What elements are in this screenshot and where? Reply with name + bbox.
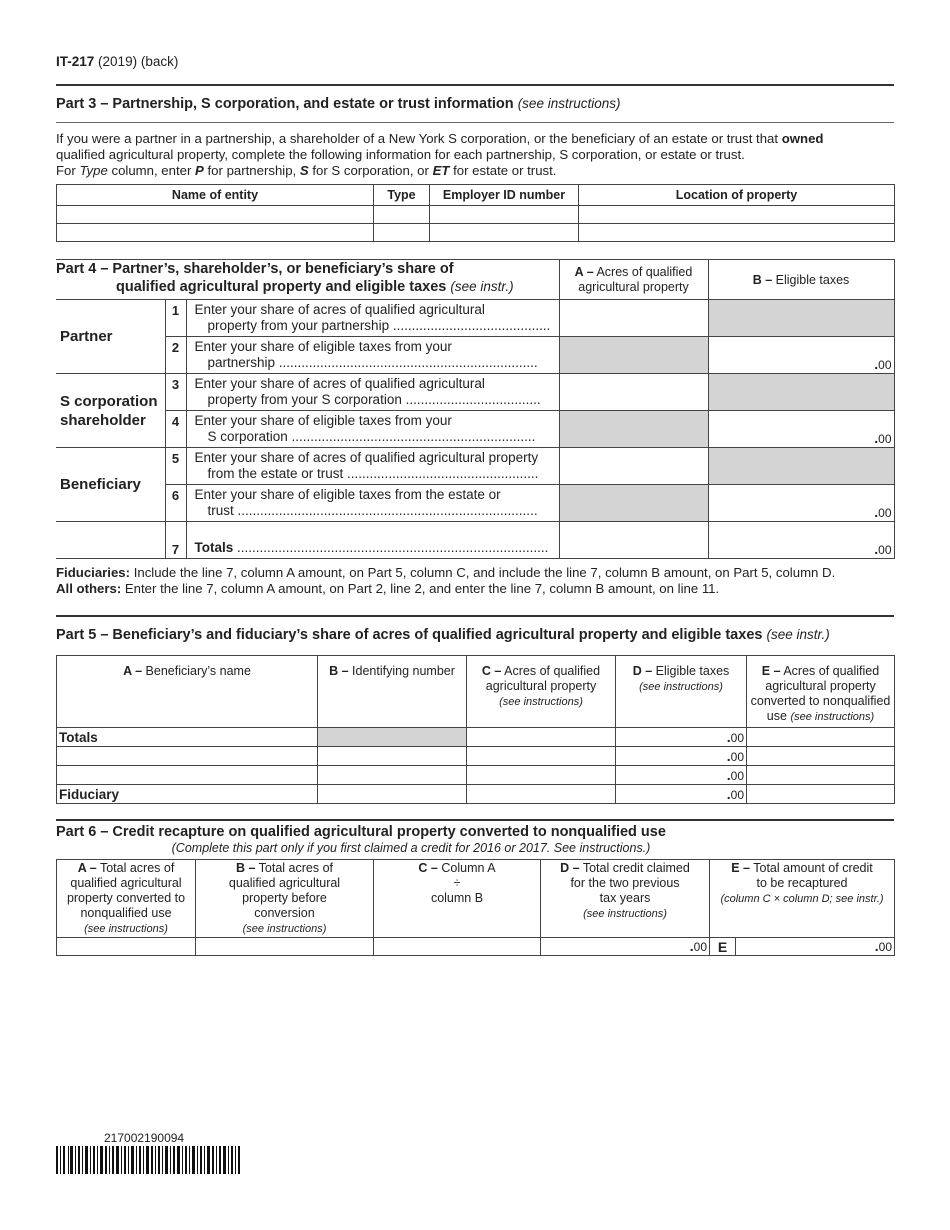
col-a-header: A – Acres of qualified agricultural property: [559, 260, 708, 300]
part6-title: Part 6 – Credit recapture on qualified agricultural property converted to nonqualified use: [56, 824, 666, 840]
line-1-description: Enter your share of acres of qualified agricultural property from your partnership ..........................................: [186, 300, 559, 337]
part6-table: [56, 859, 895, 956]
beneficiary-col-e-input[interactable]: [747, 766, 895, 785]
line-number: 2: [165, 337, 186, 374]
beneficiary-id-field[interactable]: [318, 747, 467, 766]
line-4-col-b-input[interactable]: .00: [708, 411, 894, 448]
part3-intro: If you were a partner in a partnership, a shareholder of a New York S corporation, or the beneficiary of an estate or trust that owned qualified agricultural property, complete the following information for each partnership, S corporation, or estate or trust. For Type column, enter P for partnership, S for S corporation, or ET for estate or trust.: [56, 131, 824, 178]
part6-col-a-input[interactable]: [57, 938, 196, 956]
col-name-of-entity: Name of entity: [57, 185, 374, 206]
line-2-col-b-input[interactable]: .00: [708, 337, 894, 374]
totals-col-d-input[interactable]: .00: [616, 728, 747, 747]
part3-title: Part 3 – Partnership, S corporation, and estate or trust information (see instructions): [56, 96, 621, 112]
part4-notes: Fiduciaries: Include the line 7, column A amount, on Part 5, column C, and include the line 7, column B amount, on Part 5, column D. All others: Enter the line 7, column A amount, on Part 2, line 2, and enter the line 7, column B amount, on line 11.: [56, 565, 836, 596]
line-number: 5: [165, 448, 186, 485]
beneficiary-id-field[interactable]: [318, 766, 467, 785]
fiduciary-col-d-input[interactable]: .00: [616, 785, 747, 804]
entity-location-field[interactable]: [579, 224, 895, 242]
totals-blank: [56, 522, 165, 559]
divider: [56, 615, 894, 617]
fiduciary-id-field[interactable]: [318, 785, 467, 804]
barcode-icon: [56, 1146, 240, 1174]
col-b-header: B – Total acres of qualified agricultural property before conversion (see instructions): [196, 860, 374, 938]
part3-entity-table: [56, 184, 895, 242]
line-5-col-b-shaded: [708, 448, 894, 485]
part4-title: Part 4 – Partner’s, shareholder’s, or beneficiary’s share of qualified agricultural property and eligible taxes (see instr.): [56, 260, 559, 300]
divider: [56, 122, 894, 123]
line-number: 4: [165, 411, 186, 448]
line-4-col-a-shaded: [559, 411, 708, 448]
line-6-col-b-input[interactable]: .00: [708, 485, 894, 522]
entity-ein-field[interactable]: [430, 206, 579, 224]
line-5-description: Enter your share of acres of qualified agricultural property from the estate or trust ...................................................: [186, 448, 559, 485]
beneficiary-name-field[interactable]: [57, 766, 318, 785]
line-3-description: Enter your share of acres of qualified agricultural property from your S corporation ....................................: [186, 374, 559, 411]
part5-table: [56, 655, 895, 804]
group-s-corporation: S corporation shareholder: [56, 374, 165, 448]
col-a-header: A – Beneficiary’s name: [57, 656, 318, 728]
col-a-header: A – Total acres of qualified agricultural property converted to nonqualified use (see instructions): [57, 860, 196, 938]
col-e-header: E – Acres of qualified agricultural property converted to nonqualified use (see instructions): [747, 656, 895, 728]
part6-col-b-input[interactable]: [196, 938, 374, 956]
line-7-col-a-input[interactable]: [559, 522, 708, 559]
line-2-col-a-shaded: [559, 337, 708, 374]
line-6-col-a-shaded: [559, 485, 708, 522]
line-1-col-b-shaded: [708, 300, 894, 337]
row-fiduciary-label: Fiduciary: [57, 785, 318, 804]
beneficiary-col-e-input[interactable]: [747, 747, 895, 766]
line-7-col-b-input[interactable]: .00: [708, 522, 894, 559]
part6-col-e-input[interactable]: .00: [736, 938, 895, 956]
form-id: IT-217: [56, 54, 95, 69]
col-c-header: C – Column A ÷ column B: [374, 860, 541, 938]
col-b-header: B – Eligible taxes: [708, 260, 894, 300]
entity-ein-field[interactable]: [430, 224, 579, 242]
col-d-header: D – Eligible taxes (see instructions): [616, 656, 747, 728]
col-employer-id: Employer ID number: [430, 185, 579, 206]
group-partner: Partner: [56, 300, 165, 374]
part6-e-box-label: E: [710, 938, 736, 956]
part6-col-c-input[interactable]: [374, 938, 541, 956]
line-number: 1: [165, 300, 186, 337]
totals-col-e-input[interactable]: [747, 728, 895, 747]
beneficiary-col-d-input[interactable]: .00: [616, 747, 747, 766]
line-5-col-a-input[interactable]: [559, 448, 708, 485]
entity-type-field[interactable]: [374, 206, 430, 224]
part6-subtitle: (Complete this part only if you first claimed a credit for 2016 or 2017. See instructions.): [171, 841, 651, 855]
col-d-header: D – Total credit claimed for the two previous tax years (see instructions): [541, 860, 710, 938]
entity-location-field[interactable]: [579, 206, 895, 224]
form-header: [56, 54, 178, 69]
line-6-description: Enter your share of eligible taxes from the estate or trust ................................................................................: [186, 485, 559, 522]
beneficiary-col-c-input[interactable]: [467, 766, 616, 785]
part6-col-d-input[interactable]: .00: [541, 938, 710, 956]
line-number: 7: [165, 522, 186, 559]
line-number: 6: [165, 485, 186, 522]
line-number: 3: [165, 374, 186, 411]
beneficiary-name-field[interactable]: [57, 747, 318, 766]
part4-table: [56, 259, 895, 559]
part5-title: Part 5 – Beneficiary’s and fiduciary’s share of acres of qualified agricultural property and eligible taxes (see instr.): [56, 627, 830, 643]
barcode-number: 217002190094: [104, 1131, 185, 1145]
form-year: (2019) (back): [98, 54, 179, 69]
fiduciary-col-c-input[interactable]: [467, 785, 616, 804]
totals-col-b-shaded: [318, 728, 467, 747]
entity-name-field[interactable]: [57, 224, 374, 242]
entity-type-field[interactable]: [374, 224, 430, 242]
totals-col-c-input[interactable]: [467, 728, 616, 747]
col-b-header: B – Identifying number: [318, 656, 467, 728]
row-totals-label: Totals: [57, 728, 318, 747]
line-7-description: Totals ...................................................................................: [186, 522, 559, 559]
col-type: Type: [374, 185, 430, 206]
divider: [56, 84, 894, 86]
line-3-col-b-shaded: [708, 374, 894, 411]
fiduciary-col-e-input[interactable]: [747, 785, 895, 804]
divider: [56, 819, 894, 821]
col-e-header: E – Total amount of credit to be recaptured (column C × column D; see instr.): [710, 860, 895, 938]
beneficiary-col-d-input[interactable]: .00: [616, 766, 747, 785]
group-beneficiary: Beneficiary: [56, 448, 165, 522]
line-4-description: Enter your share of eligible taxes from your S corporation .................................................................: [186, 411, 559, 448]
line-1-col-a-input[interactable]: [559, 300, 708, 337]
col-c-header: C – Acres of qualified agricultural property (see instructions): [467, 656, 616, 728]
line-3-col-a-input[interactable]: [559, 374, 708, 411]
line-2-description: Enter your share of eligible taxes from your partnership .....................................................................: [186, 337, 559, 374]
col-location: Location of property: [579, 185, 895, 206]
entity-name-field[interactable]: [57, 206, 374, 224]
beneficiary-col-c-input[interactable]: [467, 747, 616, 766]
